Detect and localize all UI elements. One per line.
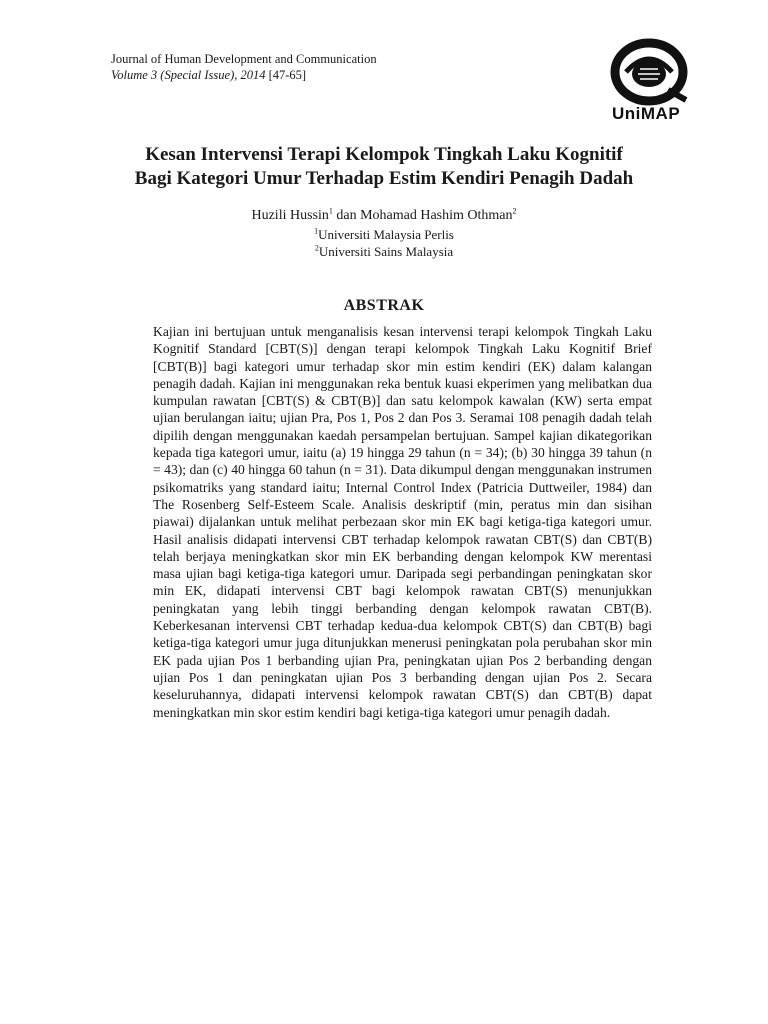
logo-text: UniMAP <box>612 104 681 123</box>
affiliation-1 <box>60 226 708 243</box>
journal-volume: Volume 3 (Special Issue), 2014 <box>111 68 266 82</box>
author-1: Huzili Hussin <box>251 208 329 223</box>
abstract-text: Kajian ini bertujuan untuk menganalisis kesan intervensi terapi kelompok Tingkah Laku Kognitif Standard [CBT(S)] dengan terapi kelompok Tingkah Laku Kognitif Brief [CBT(B)] bagi kategori umur terhadap skor min estim kendiri (EK) dalam kalangan penagih dadah. Kajian ini menggunakan reka bentuk kuasi ekperimen yang melibatkan dua kumpulan rawatan [CBT(S) & CBT(B)] dan satu kelompok kawalan (KW) serta empat ujian berulangan iaitu; ujian Pra, Pos 1, Pos 2 dan Pos 3. Seramai 108 penagih dadah telah dipilih dengan menggunakan kaedah persampelan bertujuan. Sampel kajian dikategorikan kepada tiga kategori umur, iaitu (a) 19 hingga 29 tahun (n = 34); (b) 30 hingga 39 tahun (n = 43); dan (c) 40 hingga 60 tahun (n = 31). Data dikumpul dengan menggunakan instrumen psikomatriks yang standard iaitu; Internal Control Index (Patricia Duttweiler, 1984) dan The Rosenberg Self-Esteem Scale. Analisis deskriptif (min, peratus min dan sisihan piawai) dijalankan untuk melihat perbezaan skor min EK bagi ketiga-tiga kategori umur. Hasil analisis didapati intervensi CBT terhadap kelompok rawatan CBT(S) dan CBT(B) telah berjaya meningkatkan skor min EK berbanding dengan kelompok KW merentasi masa ujian bagi ketiga-tiga kategori umur. Daripada segi perbandingan peningkatan skor min EK, didapati intervensi CBT bagi kelompok rawatan CBT(S) menunjukkan peningkatan yang lebih tinggi berbanding dengan kelompok rawatan CBT(B). Keberkesanan intervensi CBT terhadap kedua-dua kelompok CBT(S) dan CBT(B) bagi ketiga-tiga kategori umur juga ditunjukkan menerusi peningkatan pola perubahan skor min EK pada ujian Pos 1 berbanding ujian Pra, peningkatan ujian Pos 2 berbanding dengan ujian Pos 1 dan peningkatan ujian Pos 3 berbanding dengan ujian Pos 2. Secara keseluruhannya, didapati intervensi kelompok rawatan CBT(S) dan CBT(B) dapat meningkatkan min skor estim kendiri bagi ketiga-tiga kategori umur penagih dadah. <box>153 324 652 720</box>
journal-header <box>111 51 377 83</box>
author-2: Mohamad Hashim Othman <box>360 208 513 223</box>
author-conjunction: dan <box>332 208 361 223</box>
affiliation-2-name: Universiti Sains Malaysia <box>318 244 454 259</box>
journal-volume-line <box>111 67 377 83</box>
affiliation-2 <box>60 243 708 260</box>
author-line <box>60 207 708 225</box>
author-1-affiliation-mark: 1 <box>328 206 333 216</box>
title-line-1: Kesan Intervensi Terapi Kelompok Tingkah Laku Kognitif <box>145 144 623 165</box>
affiliation-1-mark: 1 <box>314 226 319 236</box>
affiliation-1-name: Universiti Malaysia Perlis <box>318 227 454 242</box>
title-line-2: Bagi Kategori Umur Terhadap Estim Kendiri Penagih Dadah <box>134 168 634 189</box>
abstract-heading: ABSTRAK <box>343 297 425 314</box>
paper-title <box>60 143 708 191</box>
journal-name: Journal of Human Development and Communication <box>111 52 377 66</box>
affiliation-2-mark: 2 <box>314 243 319 253</box>
author-2-affiliation-mark: 2 <box>512 206 517 216</box>
journal-pages: [47-65] <box>268 68 307 82</box>
